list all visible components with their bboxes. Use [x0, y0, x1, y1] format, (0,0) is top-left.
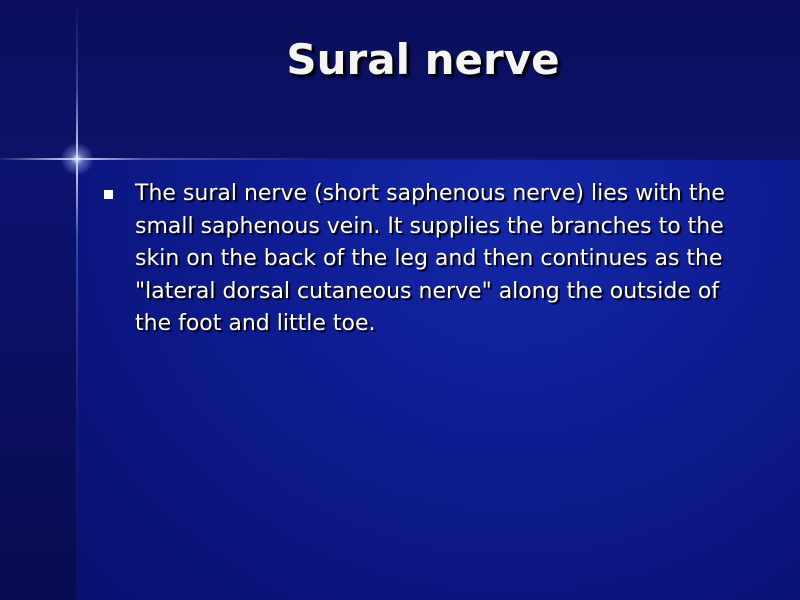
bullet-text: The sural nerve (short saphenous nerve) lies with the small saphenous vein. It supplies the branches to the skin on the back of the leg and then continues as the "lateral dorsal cutaneous nerve" along the outside of the foot and little toe. [135, 181, 725, 336]
slide-left-strip [0, 160, 78, 600]
square-bullet-icon [104, 190, 113, 199]
slide-content [100, 178, 760, 341]
light-flare-icon [60, 142, 94, 176]
slide-title: Sural nerve [286, 35, 560, 84]
light-flare-vertical-icon [76, 0, 78, 600]
bullet-item [100, 178, 760, 341]
light-flare-horizontal-icon [0, 158, 800, 160]
